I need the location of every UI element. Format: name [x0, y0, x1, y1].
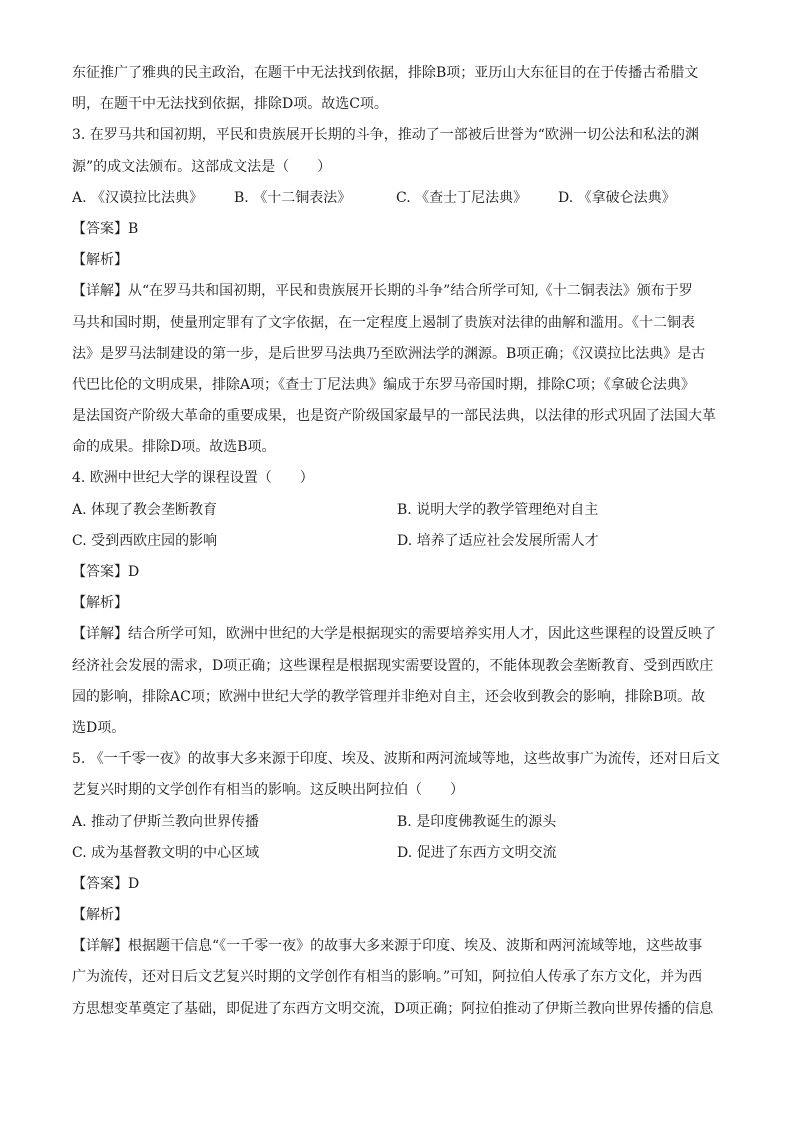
detail-line: 命的成果。排除D项。故选B项。	[72, 439, 276, 456]
option-a: A. 《汉谟拉比法典》	[72, 189, 204, 206]
detail-line: 经济社会发展的需求，D项正确；这些课程是根据现实需要设置的，不能体现教会垄断教育、受到西欧庄	[72, 657, 714, 674]
detail-line: 【详解】结合所学可知，欧洲中世纪的大学是根据现实的需要培养实用人才，因此这些课程的设置反映了	[72, 626, 716, 643]
question-stem-line: 5. 《一千零一夜》的故事大多来源于印度、埃及、波斯和两河流域等地，这些故事广为流传，还对日后文	[72, 751, 720, 768]
question-stem-line: 4. 欧洲中世纪大学的课程设置（ ）	[72, 470, 314, 487]
option-c: C. 受到西欧庄园的影响	[72, 532, 218, 549]
options-row	[72, 183, 722, 214]
analysis-label: 【解析】	[72, 595, 128, 612]
answer-label: 【答案】D	[72, 564, 140, 580]
option-c: C. 成为基督教文明的中心区域	[72, 844, 260, 861]
detail-line: 代巴比伦的文明成果，排除A项；《查士丁尼法典》编成于东罗马帝国时期，排除C项；《拿破仑法典》	[72, 376, 695, 393]
option-b: B. 是印度佛教诞生的源头	[397, 813, 557, 830]
text-line: 明，在题干中无法找到依据，排除D项。故选C项。	[72, 96, 388, 113]
answer-label: 【答案】B	[72, 220, 139, 237]
option-d: D. 培养了适应社会发展所需人才	[397, 532, 599, 549]
analysis-label: 【解析】	[72, 252, 128, 269]
option-d: D. 促进了东西方文明交流	[397, 844, 557, 861]
detail-line: 法》是罗马法制建设的第一步，是后世罗马法典乃至欧洲法学的渊源。B项正确；《汉谟拉比法典》是古	[72, 345, 706, 362]
option-a: A. 推动了伊斯兰教向世界传播	[72, 813, 260, 830]
option-a: A. 体现了教会垄断教育	[72, 501, 218, 518]
question-5	[72, 744, 722, 1025]
option-d: D. 《拿破仑法典》	[558, 189, 676, 206]
question-4	[72, 463, 722, 744]
question-3	[72, 120, 722, 463]
detail-line: 【详解】从“在罗马共和国初期，平民和贵族展开长期的斗争”结合所学可知,《十二铜表法》颁布于罗	[72, 283, 693, 300]
option-b: B. 说明大学的教学管理绝对自主	[397, 501, 599, 518]
option-b: B. 《十二铜表法》	[234, 189, 352, 206]
detail-line: 是法国资产阶级大革命的重要成果，也是资产阶级国家最早的一部民法典，以法律的形式巩固了法国大革	[72, 408, 716, 425]
options-row	[72, 807, 722, 838]
question-stem-line: 艺复兴时期的文学创作有相当的影响。这反映出阿拉伯（ ）	[72, 782, 464, 799]
carryover-paragraph	[72, 58, 722, 120]
detail-line: 选D项。	[72, 719, 126, 736]
answer-label: 【答案】D	[72, 875, 140, 892]
question-stem-line: 源”的成文法颁布。这部成文法是（ ）	[72, 158, 332, 175]
question-stem-line: 3. 在罗马共和国初期，平民和贵族展开长期的斗争，推动了一部被后世誉为“欧洲一切公法和私法的渊	[72, 127, 699, 144]
detail-line: 广为流传，还对日后文艺复兴时期的文学创作有相当的影响。”可知，阿拉伯人传承了东方文化，并为西	[72, 969, 703, 986]
options-row	[72, 838, 722, 869]
detail-line: 马共和国时期，使量刑定罪有了文字依据，在一定程度上遏制了贵族对法律的曲解和滥用。《十二铜表	[72, 314, 695, 331]
option-c: C. 《查士丁尼法典》	[396, 189, 528, 206]
detail-line: 方思想变革奠定了基础，即促进了东西方文明交流，D项正确；阿拉伯推动了伊斯兰教向世界传播的信息	[72, 1000, 714, 1017]
document-page	[72, 58, 722, 1025]
options-row	[72, 495, 722, 526]
text-line: 东征推广了雅典的民主政治，在题干中无法找到依据，排除B项；亚历山大东征目的在于传播古希腊文	[72, 65, 699, 81]
analysis-label: 【解析】	[72, 907, 128, 924]
detail-line: 【详解】根据题干信息“《一千零一夜》的故事大多来源于印度、埃及、波斯和两河流域等地，这些故事	[72, 938, 703, 955]
detail-line: 园的影响，排除AC项；欧洲中世纪大学的教学管理并非绝对自主，还会收到教会的影响，排除B项。故	[72, 688, 706, 705]
options-row	[72, 526, 722, 557]
